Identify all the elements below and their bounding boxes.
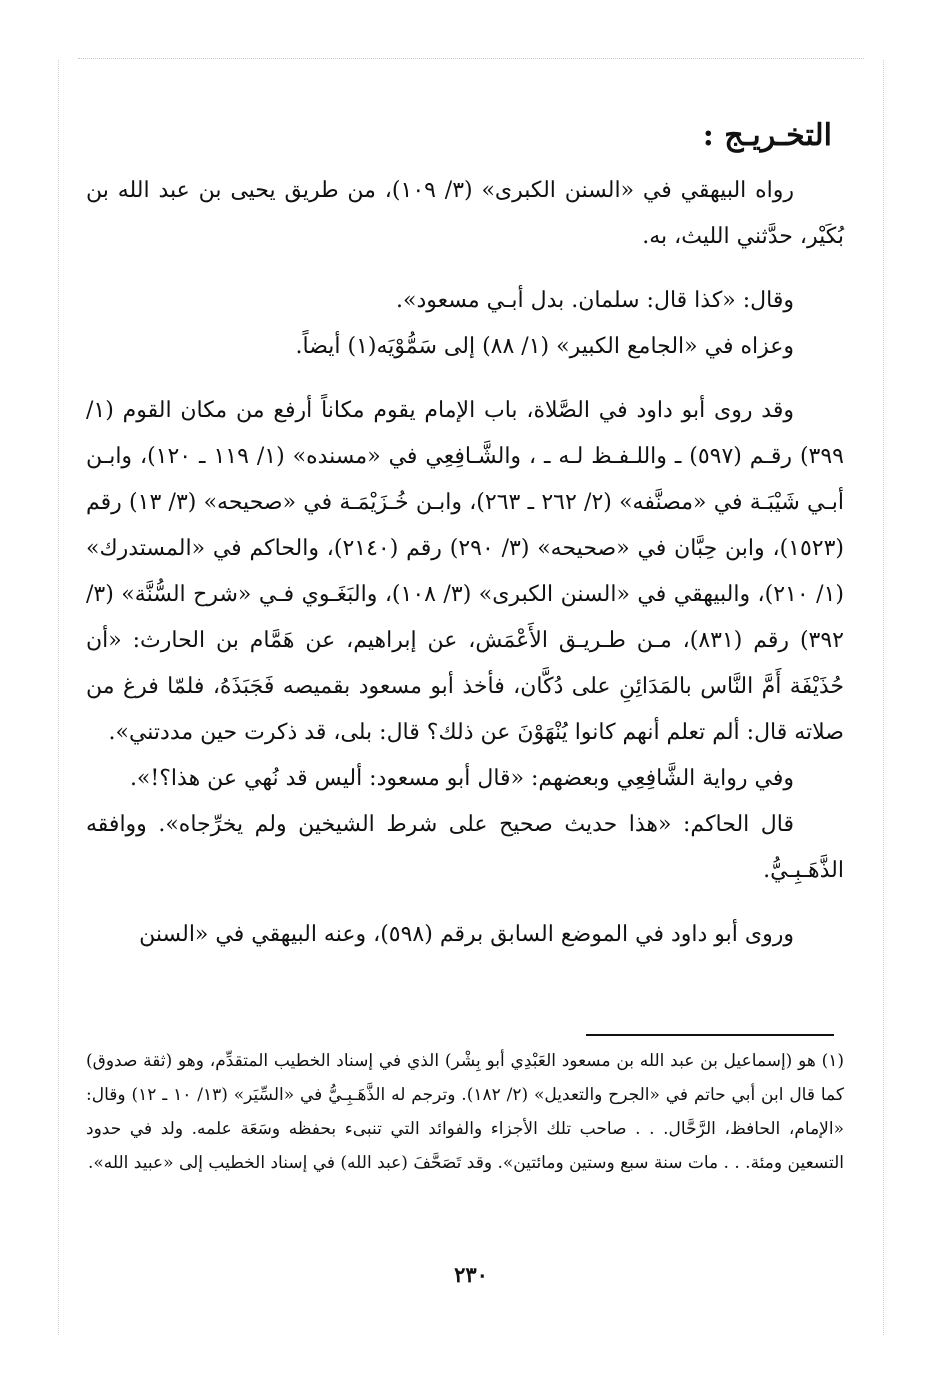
paragraph: وروى أبو داود في الموضع السابق برقم (٥٩٨)، وعنه البيهقي في «السنن: [139, 922, 794, 947]
section-heading: التخـريـج :: [702, 118, 832, 153]
paragraph: رواه البيهقي في «السنن الكبرى» (٣/ ١٠٩)، من طريق يحيى بن عبد الله بن بُكَيْر، حدَّثني الليث، به.: [86, 178, 844, 249]
scan-border-top: [78, 58, 864, 59]
footnote-separator: [586, 1034, 834, 1036]
paragraph: وفي رواية الشَّافِعِي وبعضهم: «قال أبو مسعود: أليس قد نُهي عن هذا؟!».: [129, 766, 794, 791]
page-number: ٢٣٠: [454, 1262, 488, 1287]
paragraph: وعزاه في «الجامع الكبير» (١/ ٨٨) إلى سَمُّوْيَه(١) أيضاً.: [295, 334, 794, 359]
paragraph: وقد روى أبو داود في الصَّلاة، باب الإمام يقوم مكاناً أرفع من مكان القوم (١/ ٣٩٩) رقـم (٥٩٧) ـ واللـفـظ لـه ـ ، والشَّـافِعِي في «مسنده» (١/ ١١٩ ـ ١٢٠)، وابـن أبـي شَيْبَـة في «مصنَّفه» (٢/ ٢٦٢ ـ ٢٦٣)، وابـن خُـزَيْمَـة في «صحيحه» (٣/ ١٣) رقم (١٥٢٣)، وابن حِبَّان في «صحيحه» (٣/ ٢٩٠) رقم (٢١٤٠)، والحاكم في «المستدرك» (١/ ٢١٠)، والبيهقي في «السنن الكبرى» (٣/ ١٠٨)، والبَغَـوي فـي «شرح السُّنَّة» (٣/ ٣٩٢) رقم (٨٣١)، مـن طـريـق الأَعْمَش، عن إبراهيم، عن هَمَّام بن الحارث: «أن حُذَيْفَة أَمَّ النَّاس بالمَدَائِنِ على دُكَّان، فأخذ أبو مسعود بقميصه فَجَبَذَهُ، فلمّا فرغ من صلاته قال: ألم تعلم أنهم كانوا يُنْهَوْنَ عن ذلك؟ قال: بلى، قد ذكرت حين مددتني».: [86, 398, 845, 745]
footnote: (١) هو (إسماعيل بن عبد الله بن مسعود العَبْدِي أبو بِشْر) الذي في إسناد الخطيب المتقدِّم، وهو (ثقة صدوق) كما قال ابن أبي حاتم في «الجرح والتعديل» (٢/ ١٨٢). وترجم له الذَّهَـبِـيُّ في «السِّيَر» (١٣/ ١٠ ـ ١٢) وقال: «الإمام، الحافظ، الرَّحَّال. . . صاحب تلك الأجزاء والفوائد التي تنبىء بحفظه وسَعَة علمه. ولد في حدود التسعين ومئة. . . مات سنة سبع وستين ومائتين». وقد تَصَحَّفَ (عبد الله) في إسناد الخطيب إلى «عبيد الله».: [86, 1051, 844, 1173]
scan-border-left: [58, 60, 59, 1335]
main-text: [86, 168, 844, 958]
paragraph: قال الحاكم: «هذا حديث صحيح على شرط الشيخين ولم يخرِّجاه». ووافقه الذَّهَـبِـيُّ.: [86, 812, 844, 883]
paragraph: وقال: «كذا قال: سلمان. بدل أبـي مسعود».: [395, 288, 794, 313]
scan-border-right: [883, 60, 884, 1335]
